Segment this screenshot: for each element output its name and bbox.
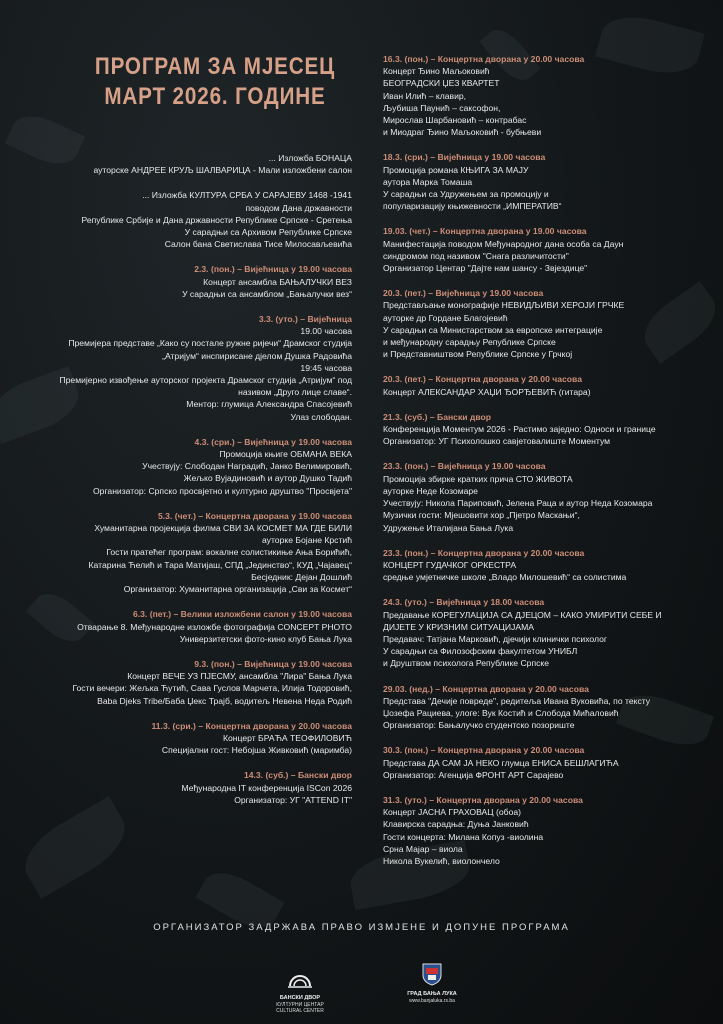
- exhibition-line: ауторске АНДРЕЕ КРУЉ ШАЛВАРИЦА - Мали изложбени салон: [93, 165, 352, 176]
- event-line: синдромом под називом "Снага различитости": [383, 250, 569, 261]
- event-block: [383, 794, 701, 867]
- event-header: 23.3. (пон.) – Вијећница у 19.00 часова: [383, 461, 546, 472]
- event-line: У сарадњи са ансамблом „Бањалучки вез“: [182, 288, 352, 299]
- exhibition-line: Салон бана Светислава Тисе Милосављевића: [164, 239, 352, 250]
- event-line: Учествују: Никола Париповић, Јелена Раца и аутор Неда Козомара: [383, 498, 653, 509]
- event-header: 5.3. (чет.) – Концертна дворана у 19.00 часова: [157, 510, 352, 521]
- exhibition-line: Републике Србије и Дана државности Републике Српске - Сретења: [81, 214, 352, 225]
- event-line: Музички гости: Мјешовити хор „Пјетро Маскањи“,: [383, 510, 580, 521]
- event-line: У сарадњи са Удружењем за промоцију и: [383, 189, 549, 200]
- event-line: Организатор: УГ "ATTEND IT": [234, 794, 352, 805]
- event-header: 23.3. (пон.) – Концертна дворана у 20.00 часова: [383, 547, 585, 558]
- event-line: Организатор: Агенција ФРОНТ АРТ Сарајево: [383, 769, 564, 780]
- event-line: Универзитетски фото-кино клуб Бања Лука: [179, 633, 352, 644]
- logo-left-sub2: CULTURAL CENTER: [276, 1008, 324, 1014]
- event-block: [383, 151, 701, 212]
- event-line: Гости пратећег програм: вокалне солистикиње Ања Борићић,: [106, 547, 352, 558]
- event-block: [383, 547, 701, 584]
- exhibition-line: ... Изложба КУЛТУРА СРБА У САРАЈЕВУ 1468 -1941: [142, 190, 352, 201]
- event-line: Концерт БРАЋА ТЕОФИЛОВИЋ: [223, 732, 352, 743]
- event-block: [40, 313, 352, 423]
- event-block: [383, 460, 701, 533]
- event-line: КОНЦЕРТ ГУДАЧКОГ ОРКЕСТРА: [383, 559, 517, 570]
- event-line: Отварање 8. Међународне изложбе фотографија CONCEPT PHOTO: [77, 621, 352, 632]
- event-block: [40, 608, 352, 645]
- event-header: 24.3. (уто.) – Вијећница у 18.00 часова: [383, 597, 545, 608]
- event-block: [40, 510, 352, 595]
- banski-dvor-logo: [270, 968, 330, 1014]
- event-line: Промоција романа КЊИГА ЗА МАЈУ: [383, 164, 529, 175]
- event-line: Baba Djeks Tribe/Баба Џекс Трајб, водитељ Невена Неда Родић: [97, 695, 352, 706]
- event-header: 30.3. (пон.) – Концертна дворана у 20.00 часова: [383, 745, 585, 756]
- event-line: Учествују: Слободан Наградић, Јанко Велимировић,: [142, 461, 352, 472]
- event-line: и Представништвом Републике Српске у Грчкој: [383, 349, 573, 360]
- event-line: аутора Марка Томаша: [383, 176, 473, 187]
- logo-left-sub1: КУЛТУРНИ ЦЕНТАР: [276, 1002, 324, 1008]
- event-line: ДИЈЕТЕ У КРИЗНИМ СИТУАЦИЈАМА: [383, 621, 534, 632]
- event-line: Организатор: Хуманитарна организација „Сви за Космет“: [123, 584, 352, 595]
- event-line: Клавирска сарадња: Дуња Јанковић: [383, 819, 529, 830]
- event-line: У сарадњи са Филозофским факултетом УНИБЛ: [383, 646, 578, 657]
- right-column: [383, 53, 701, 880]
- event-line: Концерт ЈАСНА ГРАХОВАЦ (обоа): [383, 807, 522, 818]
- event-line: Организатор: УГ Психолошко савјетовалиште Моментум: [383, 436, 611, 447]
- event-block: [383, 411, 701, 448]
- event-line: Промоција збирке кратких прича СТО ЖИВОТА: [383, 473, 573, 484]
- event-header: 19.03. (чет.) – Концертна дворана у 19.00 часова: [383, 226, 587, 237]
- event-line: ауторке Бојане Крстић: [261, 535, 352, 546]
- event-block: [383, 53, 701, 138]
- event-line: Мирослав Шарбановић – контрабас: [383, 115, 527, 126]
- event-line: и Друштвом психолога Републике Српске: [383, 658, 550, 669]
- event-line: Катарина Ћелић и Тара Матијаш, СПД „Јединство“, КУД „Чајавец“: [88, 559, 352, 570]
- event-header: 21.3. (суб.) – Бански двор: [383, 411, 492, 422]
- event-line: Гости концерта: Милана Копуз -виолина: [383, 831, 544, 842]
- event-line: Предавање КОРЕГУЛАЦИЈА СА ДЈЕЦОМ – КАКО УМИРИТИ СЕБЕ И: [383, 609, 662, 620]
- event-line: Концерт ансамбла БАЊАЛУЧКИ ВЕЗ: [203, 276, 352, 287]
- page-title: [90, 52, 339, 112]
- event-line: Концерт АЛЕКСАНДАР ХАЏИ ЂОРЂЕВИЋ (гитара): [383, 386, 591, 397]
- event-header: 6.3. (пет.) – Велики изложбени салон у 19.00 часова: [132, 609, 352, 620]
- organizer-note: ОРГАНИЗАТОР ЗАДРЖАВА ПРАВО ИЗМЈЕНЕ И ДОПУНЕ ПРОГРАМА: [153, 922, 570, 933]
- event-line: Жељко Вујадиновић и аутор Душко Тадић: [183, 473, 352, 484]
- event-line: Улаз слободан.: [290, 411, 352, 422]
- event-line: Љубиша Паунић – саксофон,: [383, 102, 501, 113]
- event-header: 29.03. (нед.) – Концертна дворана у 20.00 часова: [383, 683, 589, 694]
- event-header: 14.3. (суб.) – Бански двор: [243, 770, 352, 781]
- exhibition-line: поводом Дана државности: [245, 202, 352, 213]
- event-block: [383, 373, 701, 397]
- event-line: У сарадњи са Министарством за европске интеграције: [383, 324, 603, 335]
- event-line: Хуманитарна пројекција филма СВИ ЗА КОСМЕТ МА ГДЕ БИЛИ: [94, 523, 352, 534]
- banski-dvor-emblem-icon: [286, 968, 314, 990]
- event-line: Никола Вукелић, виолончело: [383, 855, 500, 866]
- event-header: 31.3. (уто.) – Концертна дворана у 20.00 часова: [383, 794, 583, 805]
- event-line: Организатор Центар "Дајте нам шансу - Звјездице": [383, 263, 588, 274]
- event-line: Премијерно извођење ауторског пројекта Драмског студија „Атријум“ под: [59, 375, 352, 386]
- event-line: Манифестација поводом Међународног дана особа са Даун: [383, 238, 624, 249]
- event-header: 2.3. (пон.) – Вијећница у 19.00 часова: [194, 264, 352, 275]
- event-line: и Миодраг Ђино Маљоковић - бубњеви: [383, 127, 542, 138]
- exhibition-line: ... Изложба БОНАЦА: [268, 153, 352, 163]
- event-line: Представа ДА САМ ЈА НЕКО глумца ЕНИСА БЕШЛАГИЋА: [383, 757, 619, 768]
- event-line: Концерт Ђино Маљоковић: [383, 66, 490, 77]
- event-line: називом „Друго лице славе“.: [238, 387, 352, 398]
- event-header: 3.3. (уто.) – Вијећница: [258, 314, 352, 325]
- event-block: [40, 720, 352, 757]
- event-block: [40, 436, 352, 497]
- event-line: и међународну сарадњу Републике Српске: [383, 337, 556, 348]
- event-header: 18.3. (сри.) – Вијећница у 19.00 часова: [383, 152, 546, 163]
- exhibition-block: [40, 152, 352, 176]
- event-line: Специјални гост: Небојша Живковић (маримба): [161, 745, 352, 756]
- event-line: Међународна IT конференција ISCon 2026: [181, 782, 352, 793]
- event-header: 16.3. (пон.) – Концертна дворана у 20.00 часова: [383, 54, 585, 64]
- event-line: Иван Илић – клавир,: [383, 90, 467, 101]
- event-block: [383, 683, 701, 732]
- event-block: [40, 263, 352, 300]
- event-line: Џозефа Рациева, улоге: Вук Костић и Слобода Мићаловић: [383, 707, 619, 718]
- event-line: Конференција Моментум 2026 - Растимо заједно: Односи и границе: [383, 424, 656, 435]
- left-column: [40, 152, 352, 819]
- event-line: Премијера представе „Како су постале ружне ријечи“ Драмског студија: [68, 338, 352, 349]
- event-block: [40, 658, 352, 707]
- title-line-1: ПРОГРАМ ЗА МЈЕСЕЦ: [94, 53, 336, 80]
- exhibition-line: У сарадњи са Архивом Републике Српске: [184, 227, 352, 238]
- logo-left-name: БАНСКИ ДВОР: [279, 995, 321, 1001]
- event-line: Ментор: глумица Александра Спасојевић: [186, 399, 352, 410]
- event-line: Бесједник: Дејан Дошлић: [251, 571, 352, 582]
- event-line: ауторке др Гордане Благојевић: [383, 312, 508, 323]
- grad-banja-luka-logo: [400, 962, 464, 1004]
- event-line: Представљање монографије НЕВИДЉИВИ ХЕРОЈИ ГРЧКЕ: [383, 300, 625, 311]
- event-block: [383, 225, 701, 274]
- event-header: 20.3. (пет.) – Концертна дворана у 20.00 часова: [383, 374, 582, 385]
- event-line: „Атријум“ инспирисане дјелом Душка Радовића: [162, 350, 352, 361]
- logo-right-name: ГРАД БАЊА ЛУКА: [407, 991, 457, 997]
- event-line: Промоција књиге ОБМАНА ВЕКА: [219, 449, 352, 460]
- event-line: 19.00 часова: [300, 326, 352, 337]
- event-block: [383, 287, 701, 360]
- event-header: 11.3. (сри.) – Концертна дворана у 20.00 часова: [151, 720, 352, 731]
- event-line: Срна Мајар – виола: [383, 843, 463, 854]
- event-line: Удружење Италијана Бања Лука: [383, 522, 514, 533]
- event-line: Организатор: Српско просвјетно и културно друштво "Просвјета": [93, 485, 352, 496]
- event-line: Организатор: Бањалучко студентско позориште: [383, 720, 575, 731]
- event-line: 19:45 часова: [300, 362, 352, 373]
- event-line: Гости вечери: Жељка Ћутић, Сава Гуслов Марчета, Илија Тодоровић,: [72, 683, 352, 694]
- event-line: популаризацију књижевности „ИМПЕРАТИВ“: [383, 201, 562, 212]
- event-line: Предавач: Татјана Марковић, дјечији клинички психолог: [383, 633, 608, 644]
- event-block: [383, 744, 701, 781]
- event-line: Представа "Дечије повреде", редитеља Ивана Вуковића, по тексту: [383, 695, 651, 706]
- event-line: средње умјетничке школе „Владо Милошевић“ са солистима: [383, 572, 627, 583]
- exhibition-block: [40, 189, 352, 250]
- event-line: Концерт ВЕЧЕ УЗ ПЈЕСМУ, ансамбла "Лира" Бања Лука: [127, 671, 352, 682]
- event-block: [40, 769, 352, 806]
- logo-right-url: www.banjaluka.rs.ba: [409, 998, 455, 1004]
- event-header: 4.3. (сри.) – Вијећница у 19.00 часова: [194, 436, 352, 447]
- event-line: ауторке Неде Козомаре: [383, 485, 478, 496]
- event-line: БЕОГРАДСКИ ЏЕЗ КВАРТЕТ: [383, 78, 500, 89]
- event-header: 9.3. (пон.) – Вијећница у 19.00 часова: [194, 658, 352, 669]
- title-line-2: МАРТ 2026. ГОДИНЕ: [104, 83, 326, 110]
- city-coat-of-arms-icon: [421, 962, 443, 986]
- event-block: [383, 596, 701, 669]
- event-header: 20.3. (пет.) – Вијећница у 19.00 часова: [383, 288, 544, 299]
